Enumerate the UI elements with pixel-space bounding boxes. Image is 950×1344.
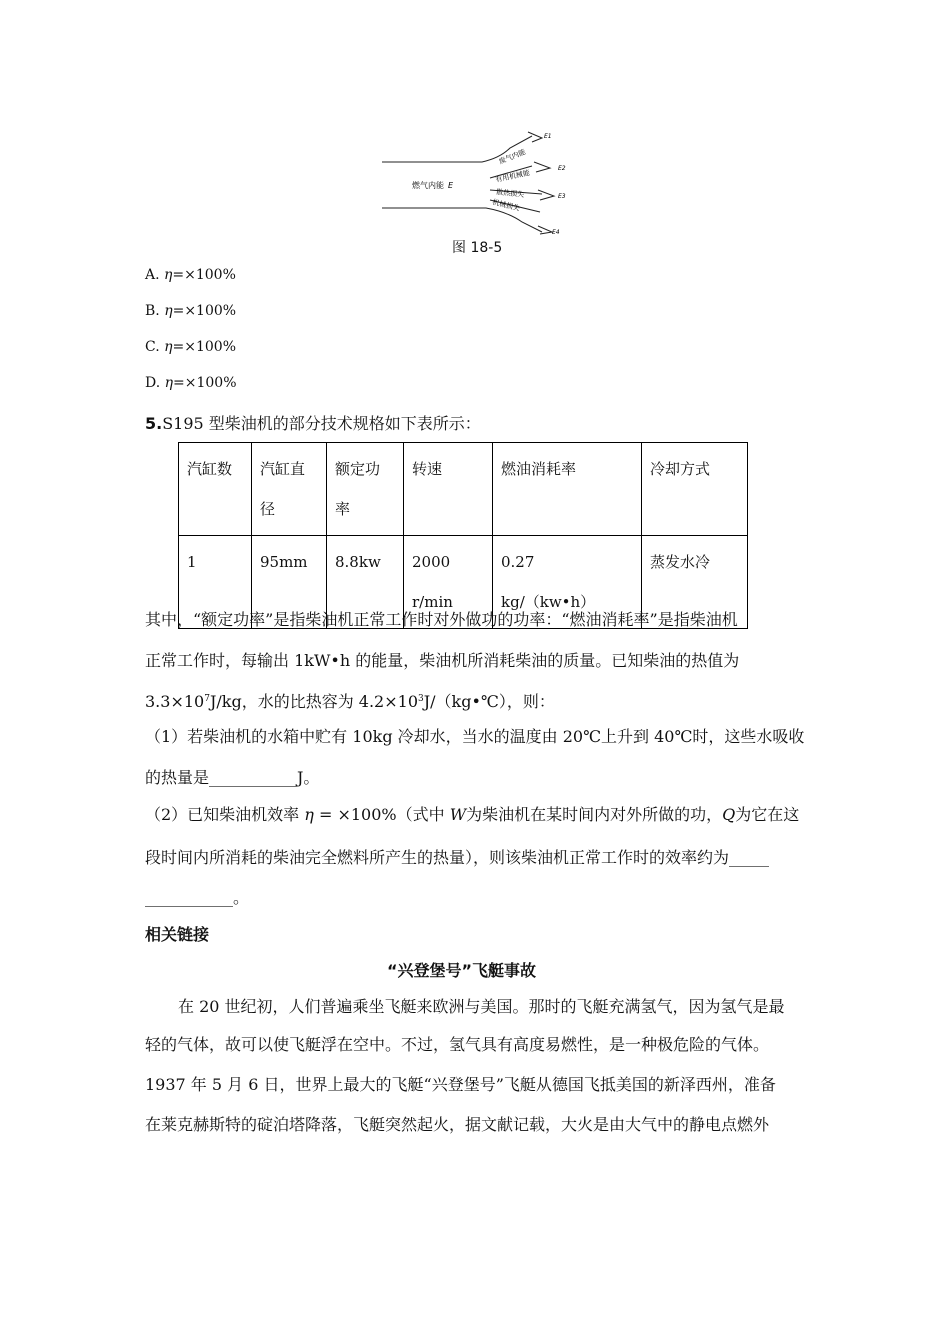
label-e1: E1 bbox=[544, 133, 552, 140]
q5-paragraph-line-2: 正常工作时，每输出 1kW•h 的能量，柴油机所消耗柴油的质量。已知柴油的热值为 bbox=[145, 651, 740, 670]
option-b: B. η=×100% bbox=[145, 303, 237, 319]
table-header-cell: 冷却方式 bbox=[642, 443, 748, 536]
table-header-cell: 转速 bbox=[404, 443, 493, 536]
option-a: A. η=×100% bbox=[145, 267, 236, 283]
q5-sub2-line-1: （2）已知柴油机效率 η = ×100%（式中 W为柴油机在某时间内对外所做的功，Q为它在这 bbox=[145, 805, 800, 824]
option-d: D. η=×100% bbox=[145, 375, 237, 391]
related-text-line: 轻的气体，故可以使飞艇浮在空中。不过，氢气具有高度易燃性，是一种极危险的气体。 bbox=[145, 1035, 770, 1054]
table-cell: 蒸发水冷 bbox=[642, 536, 748, 629]
table-cell: 0.27 kg/（kw•h） bbox=[493, 536, 642, 629]
label-heat-loss: 散热损失 bbox=[495, 188, 525, 199]
q5-sub1-line-2: 的热量是___________J。 bbox=[145, 768, 320, 787]
related-text-line: 1937 年 5 月 6 日，世界上最大的飞艇“兴登堡号”飞艇从德国飞抵美国的新泽西州，准备 bbox=[145, 1075, 776, 1094]
label-mech-loss: 机械损失 bbox=[491, 198, 521, 213]
arrow-e3 bbox=[538, 190, 554, 200]
arrow-e2 bbox=[534, 162, 550, 172]
related-title: “兴登堡号”飞艇事故 bbox=[387, 961, 537, 980]
label-fuel-symbol: E bbox=[448, 181, 454, 190]
q5-sub2-line-3: ___________。 bbox=[145, 888, 250, 907]
table-header-row bbox=[179, 443, 748, 536]
figure-caption: 图 18-5 bbox=[452, 240, 503, 256]
q5-sub1-line-1: （1）若柴油机的水箱中贮有 10kg 冷却水，当水的温度由 20℃上升到 40℃时，这些水吸收 bbox=[145, 727, 805, 746]
table-cell: 8.8kw bbox=[327, 536, 404, 629]
table-header-cell: 汽缸数 bbox=[179, 443, 252, 536]
table-header-cell: 额定功 率 bbox=[327, 443, 404, 536]
table-header-cell: 汽缸直 径 bbox=[252, 443, 327, 536]
arrow-e4 bbox=[538, 226, 552, 234]
table-cell: 95mm bbox=[252, 536, 327, 629]
option-c: C. η=×100% bbox=[145, 339, 237, 355]
q5-paragraph-line-1: 其中，“额定功率”是指柴油机正常工作时对外做功的功率：“燃油消耗率”是指柴油机 bbox=[145, 610, 738, 629]
label-e2: E2 bbox=[558, 165, 566, 172]
table-header-cell: 燃油消耗率 bbox=[493, 443, 642, 536]
question-5-intro: 5.S195 型柴油机的部分技术规格如下表所示： bbox=[145, 414, 481, 433]
q5-paragraph-line-3: $3.3\times 10^7J/kg$，水的比热容为 $4.2\times 10^3J/(kg•℃)$，则： bbox=[145, 692, 555, 711]
label-exhaust: 废气内能 bbox=[497, 147, 527, 166]
spec-table bbox=[178, 442, 748, 629]
label-fuel-energy: 燃气内能 bbox=[412, 181, 444, 190]
label-useful: 有用机械能 bbox=[494, 168, 531, 184]
q5-sub2-line-2: 段时间内所消耗的柴油完全燃料所产生的热量），则该柴油机正常工作时的效率约为_____ bbox=[145, 848, 770, 867]
related-text-line: 在 20 世纪初，人们普遍乘坐飞艇来欧洲与美国。那时的飞艇充满氢气，因为氢气是最 bbox=[178, 997, 785, 1016]
related-text-line: 在莱克赫斯特的碇泊塔降落，飞艇突然起火，据文献记载，大火是由大气中的静电点燃外 bbox=[145, 1115, 770, 1134]
related-heading: 相关链接 bbox=[145, 925, 210, 944]
table-cell: 1 bbox=[179, 536, 252, 629]
energy-flow-diagram bbox=[382, 128, 578, 236]
table-cell: 2000 r/min bbox=[404, 536, 493, 629]
label-e3: E3 bbox=[558, 193, 566, 200]
label-e4: E4 bbox=[552, 229, 560, 236]
